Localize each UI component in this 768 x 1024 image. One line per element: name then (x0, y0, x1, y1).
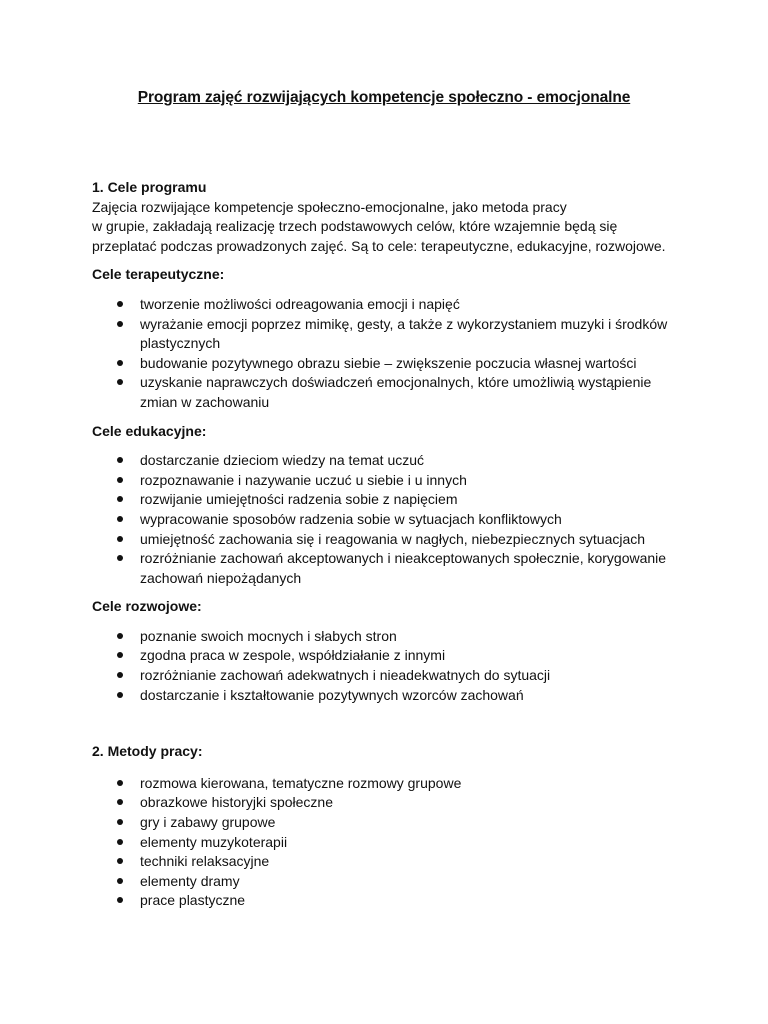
list-item-text: rozróżnianie zachowań adekwatnych i nieadekwatnych do sytuacji (140, 667, 551, 684)
list-item (92, 295, 692, 315)
list-item-text: techniki relaksacyjne (140, 853, 270, 870)
list-item (92, 666, 692, 686)
list-item (92, 774, 692, 794)
list-item-text: tworzenie możliwości odreagowania emocji i napięć (140, 295, 460, 312)
list-item (92, 373, 692, 412)
list-item-text: dostarczanie i kształtowanie pozytywnych wzorców zachowań (140, 686, 524, 703)
list-item (92, 354, 692, 374)
list-item-text: wyrażanie emocji poprzez mimikę, gesty, a także z wykorzystaniem muzyki i środków plastycznych (140, 315, 668, 352)
list-cele-rozwojowe (92, 627, 692, 705)
bullet-icon (117, 799, 123, 805)
list-item-text: elementy dramy (140, 872, 240, 889)
bullet-icon (117, 819, 123, 825)
bullet-icon (117, 516, 123, 522)
list-item-text: rozmowa kierowana, tematyczne rozmowy grupowe (140, 774, 462, 791)
list-item (92, 627, 692, 647)
section-heading-metody-pracy: 2. Metody pracy: (92, 743, 203, 760)
list-item-text: dostarczanie dzieciom wiedzy na temat uczuć (140, 452, 425, 469)
list-item (92, 833, 692, 853)
list-item-text: obrazkowe historyjki społeczne (140, 794, 333, 811)
list-cele-edukacyjne (92, 451, 692, 588)
bullet-icon (117, 897, 123, 903)
bullet-icon (117, 780, 123, 786)
list-item (92, 793, 692, 813)
list-item-text: prace plastyczne (140, 892, 246, 909)
intro-line: przeplatać podczas prowadzonych zajęć. Są to cele: terapeutyczne, edukacyjne, rozwojowe. (92, 237, 666, 254)
subheading-cele-edukacyjne: Cele edukacyjne: (92, 422, 207, 439)
document-title: Program zajęć rozwijających kompetencje społeczno - emocjonalne (137, 89, 631, 106)
bullet-icon (117, 672, 123, 678)
list-item (92, 646, 692, 666)
bullet-icon (117, 321, 123, 327)
list-item-text: umiejętność zachowania się i reagowania w nagłych, niebezpiecznych sytuacjach (140, 530, 646, 547)
bullet-icon (117, 477, 123, 483)
list-item-text: rozpoznawanie i nazywanie uczuć u siebie i u innych (140, 471, 467, 488)
list-item (92, 891, 692, 911)
intro-line: Zajęcia rozwijające kompetencje społeczno-emocjonalne, jako metoda pracy (92, 198, 567, 215)
list-item (92, 549, 692, 588)
list-item (92, 315, 692, 354)
intro-paragraph (92, 198, 692, 257)
section-spacer (92, 714, 692, 742)
list-item-text: uzyskanie naprawczych doświadczeń emocjonalnych, które umożliwią wystąpienie zmian w zachowaniu (140, 374, 652, 410)
bullet-icon (117, 878, 123, 884)
section-heading-cele-programu: 1. Cele programu (92, 179, 207, 195)
list-item (92, 530, 692, 550)
list-item-text: rozróżnianie zachowań akceptowanych i nieakceptowanych społecznie, korygowanie zachowań niepożądanych (140, 550, 667, 586)
list-item-text: wypracowanie sposobów radzenia sobie w sytuacjach konfliktowych (140, 510, 562, 527)
bullet-icon (117, 360, 123, 366)
bullet-icon (117, 457, 123, 463)
bullet-icon (117, 652, 123, 658)
list-item (92, 451, 692, 471)
bullet-icon (117, 858, 123, 864)
bullet-icon (117, 839, 123, 845)
list-item (92, 852, 692, 872)
list-cele-terapeutyczne (92, 295, 692, 413)
bullet-icon (117, 301, 123, 307)
list-metody-pracy (92, 774, 692, 911)
list-item (92, 510, 692, 530)
list-item-text: budowanie pozytywnego obrazu siebie – zwiększenie poczucia własnej wartości (140, 354, 637, 371)
list-item-text: elementy muzykoterapii (140, 833, 288, 850)
document-body (92, 178, 692, 920)
subheading-cele-terapeutyczne: Cele terapeutyczne: (92, 266, 225, 283)
bullet-icon (117, 379, 123, 385)
bullet-icon (117, 633, 123, 639)
bullet-icon (117, 536, 123, 542)
list-item-text: rozwijanie umiejętności radzenia sobie z napięciem (140, 491, 458, 508)
list-item (92, 813, 692, 833)
list-item-text: poznanie swoich mocnych i słabych stron (140, 627, 397, 644)
list-item-text: gry i zabawy grupowe (140, 814, 276, 831)
bullet-icon (117, 692, 123, 698)
list-item (92, 471, 692, 491)
list-item (92, 872, 692, 892)
list-item (92, 686, 692, 706)
list-item (92, 490, 692, 510)
intro-line: w grupie, zakładają realizację trzech podstawowych celów, które wzajemnie będą się (92, 218, 618, 235)
bullet-icon (117, 555, 123, 561)
bullet-icon (117, 496, 123, 502)
subheading-cele-rozwojowe: Cele rozwojowe: (92, 598, 202, 615)
list-item-text: zgodna praca w zespole, współdziałanie z innymi (140, 647, 446, 664)
